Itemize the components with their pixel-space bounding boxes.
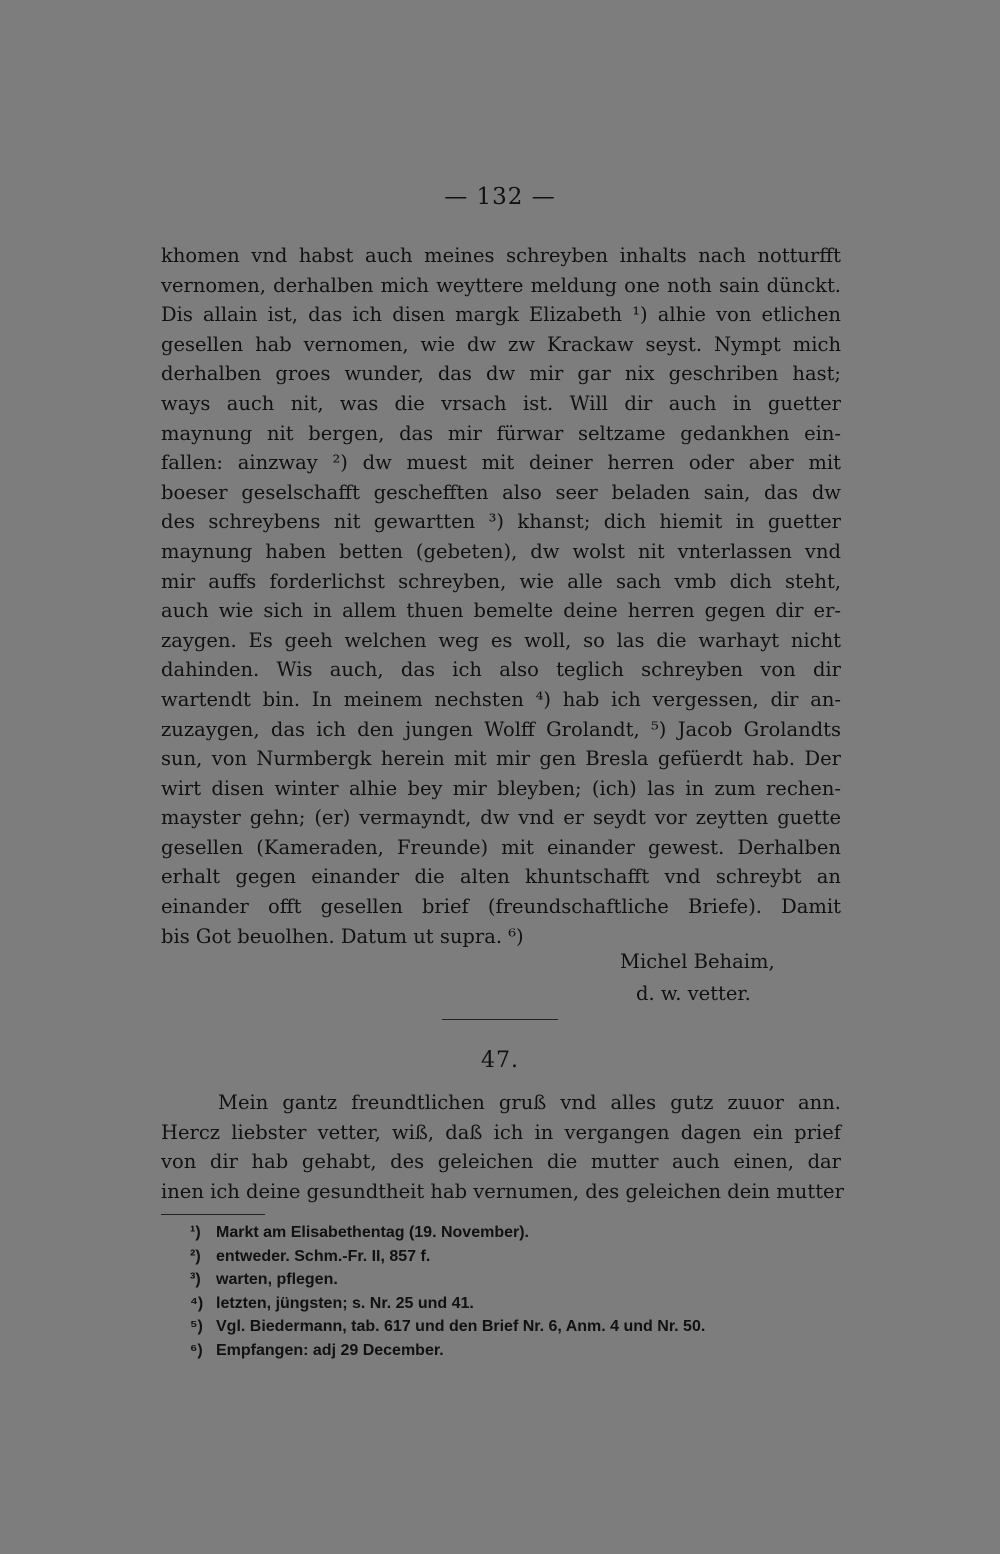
footnote-text: Empfangen: adj 29 December.	[216, 1341, 444, 1359]
footnote-divider	[161, 1214, 265, 1215]
footnote-text: entweder. Schm.-Fr. II, 857 f.	[216, 1247, 431, 1265]
text-line: gesellen hab vernomen, wie dw zw Krackaw seyst. Nympt mich	[161, 332, 841, 356]
footnote-mark: ²)	[190, 1247, 201, 1265]
text-line: derhalben groes wunder, das dw mir gar nix geschriben hast;	[161, 362, 841, 386]
text-line: Dis allain ist, das ich disen margk Elizabeth ¹) alhie von etlichen	[161, 303, 841, 327]
signature-relation: d. w. vetter.	[636, 982, 751, 1005]
text-line: von dir hab gehabt, des geleichen die mutter auch einen, dar	[161, 1150, 841, 1174]
footnote-mark: ⁵)	[190, 1318, 203, 1335]
text-line: mayster gehn; (er) vermayndt, dw vnd er seydt vor zeytten guette	[161, 806, 841, 830]
text-line: Mein gantz freundtlichen gruß vnd alles gutz zuuor ann.	[218, 1091, 841, 1114]
text-line: mir auffs forderlichst schreyben, wie alle sach vmb dich steht,	[161, 569, 841, 593]
page-number: — 132 —	[444, 184, 556, 210]
text-line: erhalt gegen einander die alten khuntschafft vnd schreybt an	[161, 865, 841, 889]
text-line: fallen: ainzway ²) dw muest mit deiner herren oder aber mit	[161, 451, 841, 475]
text-line: gesellen (Kameraden, Freunde) mit einander gewest. Derhalben	[161, 835, 841, 859]
footnote-mark: ⁴)	[190, 1294, 204, 1312]
footnote	[190, 1245, 850, 1269]
text-line: bis Got beuolhen. Datum ut supra. ⁶)	[161, 924, 524, 948]
footnote-text: Markt am Elisabethentag (19. November).	[216, 1224, 529, 1241]
text-line: khomen vnd habst auch meines schreyben inhalts nach notturfft	[161, 244, 841, 267]
text-line: ways auch nit, was die vrsach ist. Will dir auch in guetter	[161, 391, 841, 415]
footnote	[190, 1268, 850, 1292]
footnote-text: warten, pflegen.	[216, 1271, 338, 1288]
footnote	[190, 1292, 850, 1316]
footnotes	[190, 1221, 850, 1362]
footnote-mark: ¹)	[190, 1224, 201, 1241]
text-line: des schreybens nit gewartten ³) khanst; dich hiemit in guetter	[161, 510, 841, 534]
text-line: einander offt gesellen brief (freundschaftliche Briefe). Damit	[161, 895, 841, 919]
footnote	[190, 1221, 850, 1245]
text-line: maynung nit bergen, das mir fürwar seltzame gedankhen ein-	[161, 421, 841, 445]
text-line: wartendt bin. In meinem nechsten ⁴) hab ich vergessen, dir an-	[161, 687, 841, 711]
text-line: zuzaygen, das ich den jungen Wolff Grolandt, ⁵) Jacob Grolandts	[161, 717, 841, 741]
text-line: sun, von Nurmbergk herein mit mir gen Bresla gefüerdt hab. Der	[161, 747, 841, 771]
text-line: boeser geselschafft geschefften also seer beladen sain, das dw	[161, 480, 841, 504]
section-divider	[442, 1019, 558, 1020]
text-line: auch wie sich in allem thuen bemelte deine herren gegen dir er-	[161, 599, 841, 623]
text-line: wirt disen winter alhie bey mir bleyben; (ich) las in zum rechen-	[161, 776, 841, 800]
footnote	[190, 1339, 850, 1363]
letter-47-text	[161, 1088, 844, 1206]
letter-number: 47.	[481, 1048, 519, 1073]
footnote-mark: ³)	[190, 1271, 201, 1288]
footnote	[190, 1315, 850, 1339]
text-line: zaygen. Es geeh welchen weg es woll, so las die warhayt nicht	[161, 628, 841, 652]
footnote-text: Vgl. Biedermann, tab. 617 und den Brief Nr. 6, Anm. 4 und Nr. 50.	[216, 1318, 706, 1335]
text-line: maynung haben betten (gebeten), dw wolst nit vnterlassen vnd	[161, 539, 841, 563]
letter-text	[161, 241, 841, 951]
text-line: dahinden. Wis auch, das ich also teglich schreyben von dir	[161, 658, 841, 682]
text-line: Hercz liebster vetter, wiß, daß ich in vergangen dagen ein prief	[161, 1120, 841, 1144]
text-line: vernomen, derhalben mich weyttere meldung one noth sain dünckt.	[161, 273, 841, 297]
signature-name: Michel Behaim,	[620, 950, 775, 973]
footnote-text: letzten, jüngsten; s. Nr. 25 und 41.	[216, 1294, 474, 1312]
footnote-mark: ⁶)	[190, 1341, 203, 1359]
text-line: inen ich deine gesundtheit hab vernumen, des geleichen dein mutter	[161, 1179, 844, 1203]
